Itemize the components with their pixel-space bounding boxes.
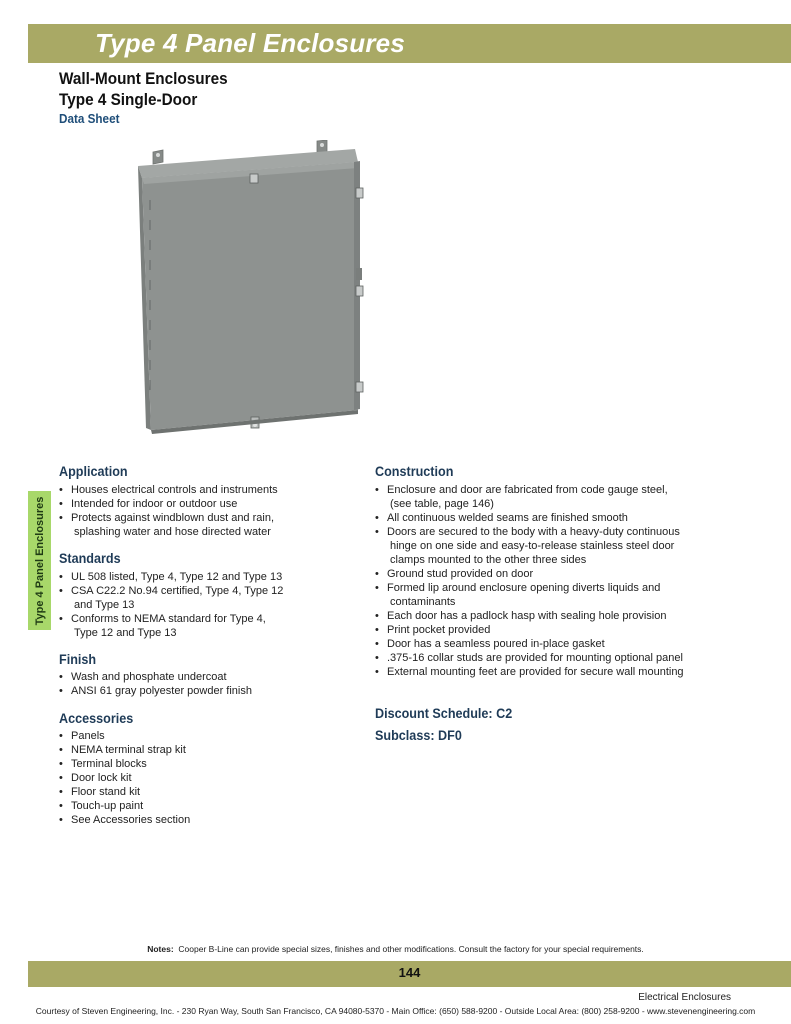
discount-schedule: Discount Schedule: C2: [375, 705, 513, 721]
page-title: Type 4 Panel Enclosures: [95, 28, 405, 58]
list-item: • Floor stand kit: [59, 785, 190, 799]
page-number: 144: [398, 965, 421, 980]
list-item: • Ground stud provided on door: [375, 567, 684, 581]
notes-label: Notes:: [147, 944, 174, 954]
list-item: • ANSI 61 gray polyester powder finish: [59, 684, 252, 698]
list-item: • Doors are secured to the body with a heavy-duty continuous hinge on one side and easy-to-release stainless steel door clamps mounted to the other three sides: [375, 525, 684, 567]
notes-text: Cooper B-Line can provide special sizes, finishes and other modifications. Consult the factory for your special requirements.: [178, 944, 644, 954]
list-item: • Door lock kit: [59, 771, 190, 785]
title-banner: [28, 24, 791, 63]
list-item: • Protects against windblown dust and rain, splashing water and hose directed water: [59, 511, 278, 539]
list-item: • Enclosure and door are fabricated from code gauge steel, (see table, page 146): [375, 483, 684, 511]
list-item: • Panels: [59, 729, 190, 743]
list-item: • External mounting feet are provided for secure wall mounting: [375, 665, 684, 679]
enclosure-product-image: [130, 140, 380, 440]
application-heading: Application: [59, 463, 128, 479]
list-item: • See Accessories section: [59, 813, 190, 827]
list-item: • Door has a seamless poured in-place gasket: [375, 637, 684, 651]
footer-category: Electrical Enclosures: [638, 992, 731, 1003]
list-item: • Intended for indoor or outdoor use: [59, 497, 278, 511]
list-item: • Wash and phosphate undercoat: [59, 670, 252, 684]
data-sheet-label: Data Sheet: [59, 111, 120, 126]
subclass: Subclass: DF0: [375, 727, 462, 743]
accessories-list: [59, 729, 190, 827]
accessories-heading: Accessories: [59, 710, 134, 726]
list-item: • Houses electrical controls and instruments: [59, 483, 278, 497]
list-item: • All continuous welded seams are finished smooth: [375, 511, 684, 525]
list-item: • Conforms to NEMA standard for Type 4, Type 12 and Type 13: [59, 612, 283, 640]
product-heading-line2: Type 4 Single-Door: [59, 90, 198, 109]
list-item: • UL 508 listed, Type 4, Type 12 and Type 13: [59, 570, 283, 584]
finish-list: [59, 670, 252, 698]
list-item: • CSA C22.2 No.94 certified, Type 4, Type 12 and Type 13: [59, 584, 283, 612]
footer-bar: [28, 961, 791, 987]
list-item: • .375-16 collar studs are provided for mounting optional panel: [375, 651, 684, 665]
list-item: • Touch-up paint: [59, 799, 190, 813]
notes-line: [0, 944, 791, 954]
side-tab-label: Type 4 Panel Enclosures: [33, 496, 46, 625]
footer-courtesy: Courtesy of Steven Engineering, Inc. - 230 Ryan Way, South San Francisco, CA 94080-5370 - Main Office: (650) 588-9200 - Outside Local Area: (800) 258-9200 - www.stevenengineering.com: [35, 1006, 756, 1016]
list-item: • Formed lip around enclosure opening diverts liquids and contaminants: [375, 581, 684, 609]
finish-heading: Finish: [59, 651, 97, 667]
list-item: • Each door has a padlock hasp with sealing hole provision: [375, 609, 684, 623]
list-item: • Print pocket provided: [375, 623, 684, 637]
construction-list: [375, 483, 684, 679]
standards-heading: Standards: [59, 550, 121, 566]
application-list: [59, 483, 278, 539]
side-section-tab: [28, 491, 51, 630]
list-item: • NEMA terminal strap kit: [59, 743, 190, 757]
product-heading-line1: Wall-Mount Enclosures: [59, 69, 228, 88]
standards-list: [59, 570, 283, 640]
construction-heading: Construction: [375, 463, 454, 479]
list-item: • Terminal blocks: [59, 757, 190, 771]
